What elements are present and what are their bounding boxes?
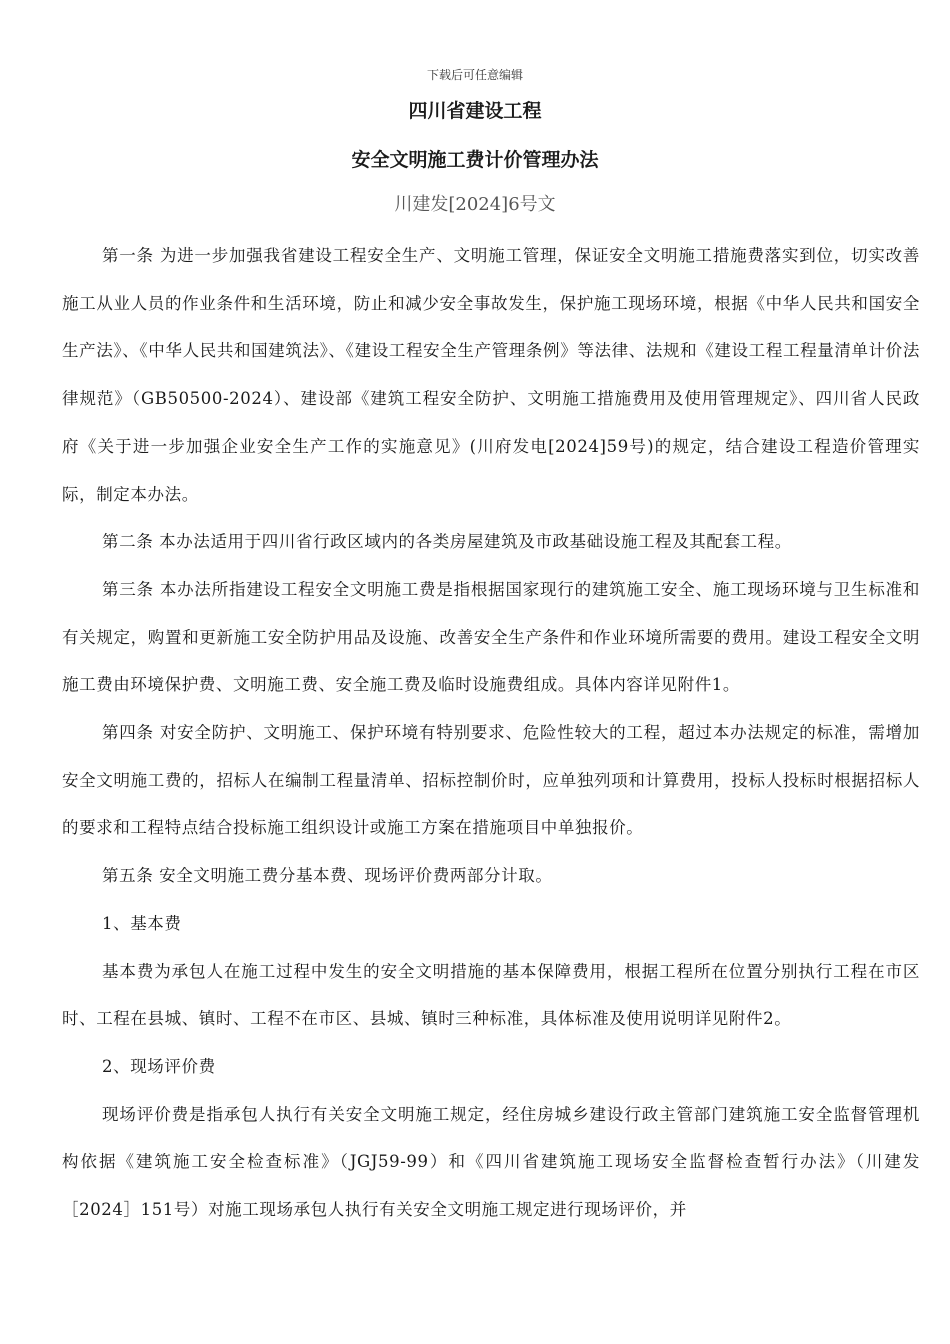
document-title-line1: 四川省建设工程 [408,100,542,122]
basic-fee-paragraph: 基本费为承包人在施工过程中发生的安全文明措施的基本保障费用，根据工程所在位置分别执行工程在市区时、工程在县城、镇时、工程不在市区、县城、镇时三种标准，具体标准及使用说明详见附件2。 [62,961,920,1029]
document-title-line2: 安全文明施工费计价管理办法 [351,149,599,171]
article-3-paragraph: 第三条 本办法所指建设工程安全文明施工费是指根据国家现行的建筑施工安全、施工现场环境与卫生标准和有关规定，购置和更新施工安全防护用品及设施、改善安全生产条件和作业环境所需要的费用。建设工程安全文明施工费由环境保护费、文明施工费、安全施工费及临时设施费组成。具体内容详见附件1。 [62,579,920,695]
article-5-paragraph: 第五条 安全文明施工费分基本费、现场评价费两部分计取。 [102,866,553,886]
download-note: 下载后可任意编辑 [426,68,523,82]
article-1-paragraph: 第一条 为进一步加强我省建设工程安全生产、文明施工管理，保证安全文明施工措施费落实到位，切实改善施工从业人员的作业条件和生活环境，防止和减少安全事故发生，保护施工现场环境，根据《中华人民共和国安全生产法》、《中华人民共和国建筑法》、《建设工程安全生产管理条例》等法律、法规和《建设工程工程量清单计价法律规范》（GB50500-2024）、建设部《建筑工程安全防护、文明施工措施费用及使用管理规定》、四川省人民政府《关于进一步加强企业安全生产工作的实施意见》(川府发电[2024]59号)的规定，结合建设工程造价管理实际，制定本办法。 [62,246,920,504]
document-number: 川建发[2024]6号文 [394,194,556,215]
section-evaluation-fee-heading: 2、现场评价费 [102,1056,216,1076]
document-body [62,232,920,1234]
article-4-paragraph: 第四条 对安全防护、文明施工、保护环境有特别要求、危险性较大的工程，超过本办法规定的标准，需增加安全文明施工费的，招标人在编制工程量清单、招标控制价时，应单独列项和计算费用，投标人投标时根据招标人的要求和工程特点结合投标施工组织设计或施工方案在措施项目中单独报价。 [62,723,920,838]
article-2-paragraph: 第二条 本办法适用于四川省行政区域内的各类房屋建筑及市政基础设施工程及其配套工程。 [102,532,792,552]
section-basic-fee-heading: 1、基本费 [102,913,182,933]
evaluation-fee-paragraph: 现场评价费是指承包人执行有关安全文明施工规定，经住房城乡建设行政主管部门建筑施工安全监督管理机构依据《建筑施工安全检查标准》（JGJ59-99）和《四川省建筑施工现场安全监督检查暂行办法》（川建发［2024］151号）对施工现场承包人执行有关安全文明施工规定进行现场评价，并 [62,1104,920,1220]
